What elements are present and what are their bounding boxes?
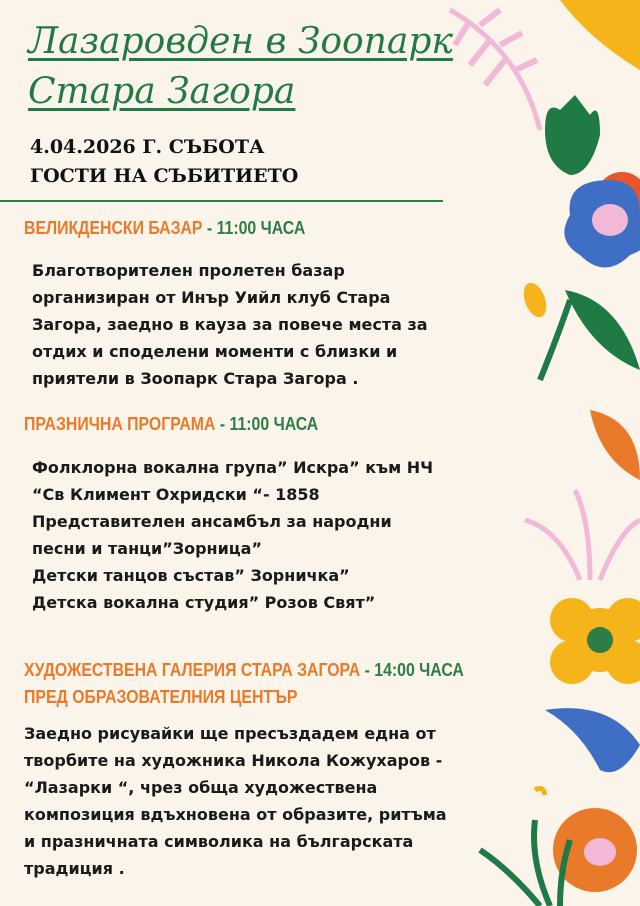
green-leaf-icon xyxy=(565,290,640,370)
body-line: Представителен ансамбъл за народни xyxy=(32,512,392,531)
pink-grass-icon xyxy=(525,490,640,580)
green-tulip-icon xyxy=(545,95,600,175)
section-time: - 11:00 ЧАСА xyxy=(219,414,319,434)
yellow-flower-icon xyxy=(550,598,640,684)
yellow-leaf-shape xyxy=(560,0,640,70)
section-title: ВЕЛИКДЕНСКИ БАЗАР xyxy=(24,218,203,238)
section-body-bazaar xyxy=(32,257,428,392)
yellow-petal-icon xyxy=(519,280,550,321)
blue-leaf-icon xyxy=(545,708,640,772)
body-line: Загора, заедно в кауза за повече места за xyxy=(32,315,428,334)
section-title: ХУДОЖЕСТВЕНА ГАЛЕРИЯ СТАРА ЗАГОРА xyxy=(24,660,361,680)
body-line: “Св Климент Охридски “- 1858 xyxy=(32,485,320,504)
guests-heading: ГОСТИ НА СЪБИТИЕТО xyxy=(30,165,299,187)
title-line-1: Лазаровден в Зоопарк xyxy=(28,21,453,62)
section-title: ПРАЗНИЧНА ПРОГРАМА xyxy=(24,414,216,434)
body-line: Фолклорна вокална група” Искра” към НЧ xyxy=(32,458,434,477)
body-line: Детска вокална студия” Розов Свят” xyxy=(32,593,376,612)
body-line: Заедно рисувайки ще пресъздадем една от xyxy=(24,724,436,743)
body-line: и празничната символика на българската xyxy=(24,832,414,851)
body-line: традиция . xyxy=(24,859,125,878)
body-line: отдих и споделени моменти с близки и xyxy=(32,342,398,361)
body-line: песни и танци”Зорница” xyxy=(32,539,262,558)
section-heading-bazaar xyxy=(24,215,305,242)
section-time: - 14:00 ЧАСА xyxy=(364,660,464,680)
section-subheading-gallery: ПРЕД ОБРАЗОВАТЕЛНИЯ ЦЕНТЪР xyxy=(24,687,298,707)
divider xyxy=(0,200,443,202)
pink-center-icon xyxy=(592,204,628,236)
body-line: Детски танцов състав” Зорничка” xyxy=(32,566,350,585)
yellow-dot-icon xyxy=(535,788,545,795)
body-line: композиция вдъхновена от образите, ритъма xyxy=(24,805,447,824)
body-line: организиран от Инър Уийл клуб Стара xyxy=(32,288,391,307)
title-line-2: Стара Загора xyxy=(28,71,296,112)
event-date: 4.04.2026 Г. СЪБОТА xyxy=(30,136,265,158)
section-body-gallery xyxy=(24,720,447,882)
section-time: - 11:00 ЧАСА xyxy=(206,218,306,238)
section-heading-program xyxy=(24,411,318,438)
body-line: Благотворителен пролетен базар xyxy=(32,261,345,280)
body-line: творбите на художника Никола Кожухаров - xyxy=(24,751,443,770)
orange-leaf-icon xyxy=(590,410,640,480)
body-line: “Лазарки “, чрез обща художествена xyxy=(24,778,378,797)
section-heading-gallery xyxy=(24,657,464,684)
body-line: приятели в Зоопарк Стара Загора . xyxy=(32,369,359,388)
section-body-program xyxy=(32,454,433,616)
